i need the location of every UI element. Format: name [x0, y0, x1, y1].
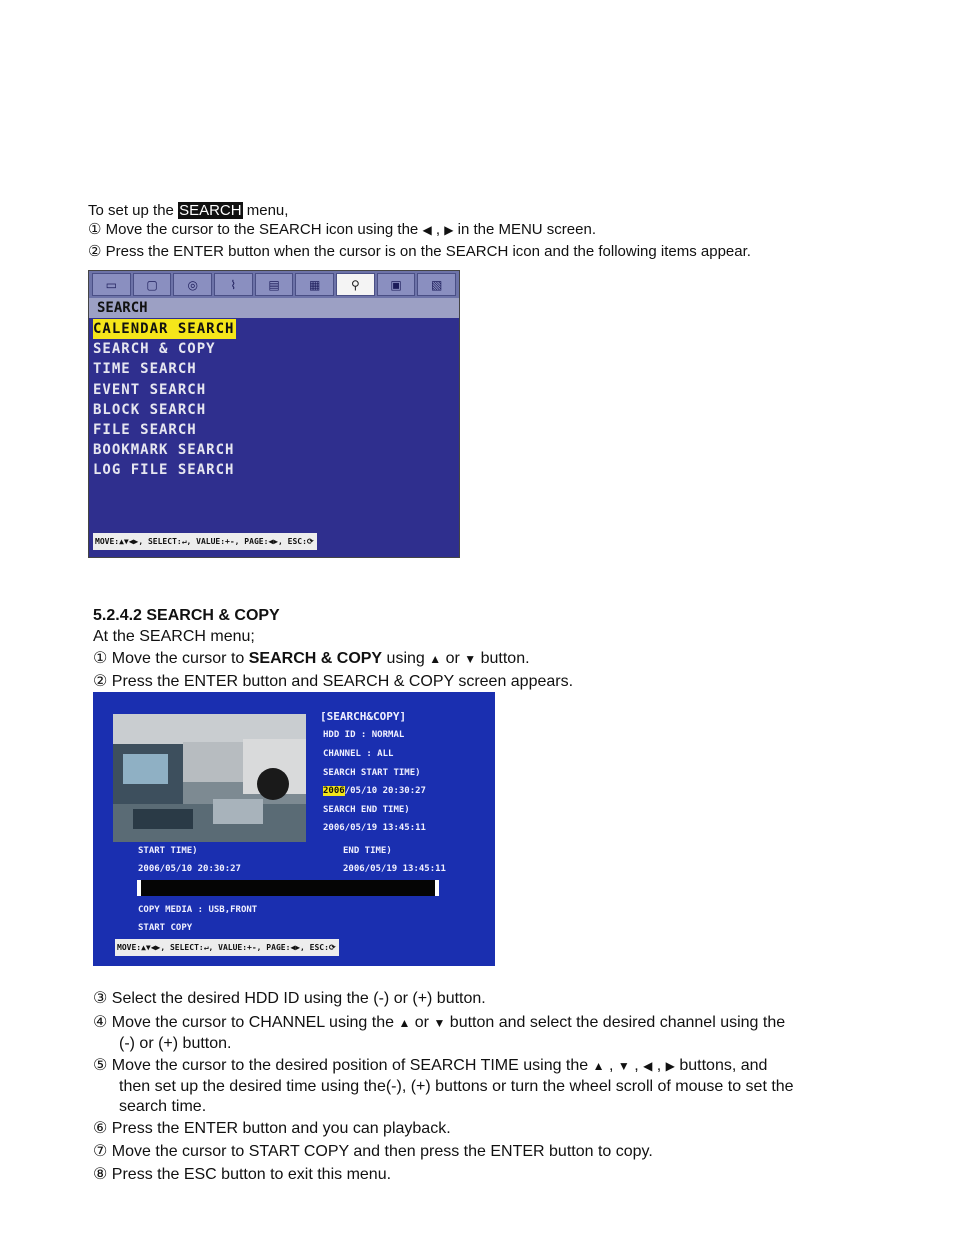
step-text: Press the ENTER button when the cursor is on the SEARCH icon and the following items appear. — [105, 243, 751, 260]
step-number: ⑧ — [93, 1166, 108, 1183]
step-text: Move the cursor to CHANNEL using the — [111, 1014, 399, 1031]
or-text: or — [410, 1014, 434, 1031]
step-number: ⑦ — [93, 1143, 108, 1160]
menu-items — [93, 319, 236, 481]
step-text-end: buttons, and — [674, 1057, 768, 1074]
down-arrow-icon: ▼ — [464, 652, 477, 666]
up-arrow-icon: ▲ — [398, 1016, 411, 1030]
up-arrow-icon: ▲ — [592, 1059, 605, 1073]
menu-item-search-copy: SEARCH & COPY — [93, 341, 216, 358]
step-number: ③ — [93, 990, 108, 1007]
down-arrow-icon: ▼ — [433, 1016, 446, 1030]
step-number: ④ — [93, 1014, 108, 1031]
step-8 — [93, 1166, 391, 1184]
step-7 — [93, 1143, 653, 1161]
left-arrow-icon: ◀ — [643, 1059, 653, 1073]
screen-help-bar: MOVE:▲▼◀▶, SELECT:↵, VALUE:+-, PAGE:◀▶, ESC:⟳ — [115, 939, 339, 956]
menu-item-time-search: TIME SEARCH — [93, 361, 197, 378]
left-arrow-icon: ◀ — [422, 223, 432, 237]
menu-icon-bar — [89, 271, 459, 298]
monitor-icon: ▢ — [133, 273, 172, 296]
end-time-value: 2006/05/19 13:45:11 — [343, 864, 446, 874]
intro-line — [88, 202, 288, 220]
step-4-cont: (-) or (+) button. — [119, 1035, 232, 1052]
search-menu-screenshot — [88, 270, 460, 558]
start-time-label: START TIME) — [138, 846, 198, 856]
channel-field: CHANNEL : ALL — [323, 749, 394, 759]
step-text-end: button. — [476, 650, 530, 667]
search-icon: ⚲ — [336, 273, 375, 296]
network-icon: ▦ — [295, 273, 334, 296]
separator: , — [604, 1057, 618, 1074]
step-text: Select the desired HDD ID using the (-) or (+) button. — [111, 990, 486, 1007]
start-rest: /05/10 20:30:27 — [344, 786, 426, 796]
step-text: Press the ENTER button and SEARCH & COPY screen appears. — [111, 673, 574, 690]
step-number: ① — [93, 650, 108, 667]
step-text-end: in the MENU screen. — [453, 221, 596, 238]
start-time-value: 2006/05/10 20:30:27 — [138, 864, 241, 874]
step-number: ② — [93, 673, 108, 690]
menu-help-bar: MOVE:▲▼◀▶, SELECT:↵, VALUE:+-, PAGE:◀▶, ESC:⟳ — [93, 533, 317, 550]
hdd-id-field: HDD ID : NORMAL — [323, 730, 405, 740]
step-number: ⑥ — [93, 1120, 108, 1137]
intro-step-1 — [88, 221, 596, 239]
section-step-2 — [93, 673, 573, 691]
step-6 — [93, 1120, 451, 1138]
menu-item-bookmark-search: BOOKMARK SEARCH — [93, 442, 235, 459]
search-start-value — [323, 786, 426, 796]
menu-item-label: CALENDAR SEARCH — [93, 319, 236, 339]
step-text: Move the cursor to the desired position of SEARCH TIME using the — [111, 1057, 593, 1074]
search-start-label: SEARCH START TIME) — [323, 768, 421, 778]
camera-icon: ◎ — [173, 273, 212, 296]
step-text: Press the ENTER button and you can playback. — [111, 1120, 451, 1137]
step-text: Move the cursor to START COPY and then press the ENTER button to copy. — [111, 1143, 653, 1160]
step-4 — [93, 1014, 785, 1032]
down-arrow-icon: ▼ — [617, 1059, 630, 1073]
start-year-highlight: 2006 — [323, 786, 345, 796]
step-number: ⑤ — [93, 1057, 108, 1074]
menu-item-log-file-search: LOG FILE SEARCH — [93, 462, 235, 479]
search-highlight: SEARCH — [179, 202, 242, 219]
system-icon: ▧ — [417, 273, 456, 296]
end-time-label: END TIME) — [343, 846, 392, 856]
menu-item-block-search: BLOCK SEARCH — [93, 401, 207, 418]
timeline-bar — [137, 880, 439, 896]
step-text: Press the ESC button to exit this menu. — [111, 1166, 392, 1183]
step-bold: SEARCH & COPY — [248, 650, 383, 667]
copy-media-field: COPY MEDIA : USB,FRONT — [138, 905, 258, 915]
step-text-end: button and select the desired channel using the — [445, 1014, 786, 1031]
search-copy-screenshot — [93, 692, 495, 966]
step-3 — [93, 990, 486, 1008]
up-arrow-icon: ▲ — [429, 652, 442, 666]
start-copy-item: START COPY — [138, 923, 193, 933]
separator: , — [431, 221, 445, 238]
menu-item-calendar-search — [93, 319, 236, 339]
step-text-mid: using — [382, 650, 430, 667]
backup-icon: ▣ — [377, 273, 416, 296]
intro-text-end: menu, — [242, 202, 289, 219]
search-end-value: 2006/05/19 13:45:11 — [323, 823, 426, 833]
step-5 — [93, 1057, 767, 1075]
section-step-1 — [93, 650, 530, 668]
step-number: ① — [88, 221, 102, 238]
right-arrow-icon: ▶ — [444, 223, 454, 237]
camera-preview — [113, 714, 306, 842]
separator: , — [652, 1057, 666, 1074]
section-heading: 5.2.4.2 SEARCH & COPY — [93, 607, 280, 624]
menu-item-file-search: FILE SEARCH — [93, 421, 197, 438]
step-text: Move the cursor to — [111, 650, 249, 667]
separator: , — [629, 1057, 644, 1074]
office-scene-image — [113, 714, 306, 842]
schedule-icon: ▤ — [255, 273, 294, 296]
intro-text: To set up the — [88, 202, 179, 219]
right-arrow-icon: ▶ — [665, 1059, 675, 1073]
intro-step-2 — [88, 243, 751, 261]
record-icon: ⌇ — [214, 273, 253, 296]
step-5-cont-2: search time. — [119, 1098, 207, 1115]
display-icon: ▭ — [92, 273, 131, 296]
menu-item-event-search: EVENT SEARCH — [93, 381, 207, 398]
step-number: ② — [88, 243, 102, 260]
step-5-cont-1: then set up the desired time using the(-), (+) buttons or turn the wheel scroll of mouse to set the — [119, 1078, 794, 1095]
menu-title: SEARCH — [89, 298, 459, 318]
screen-title: [SEARCH&COPY] — [320, 710, 407, 723]
section-sub: At the SEARCH menu; — [93, 628, 255, 645]
search-end-label: SEARCH END TIME) — [323, 805, 410, 815]
step-text: Move the cursor to the SEARCH icon using the — [105, 221, 423, 238]
or-text: or — [441, 650, 465, 667]
